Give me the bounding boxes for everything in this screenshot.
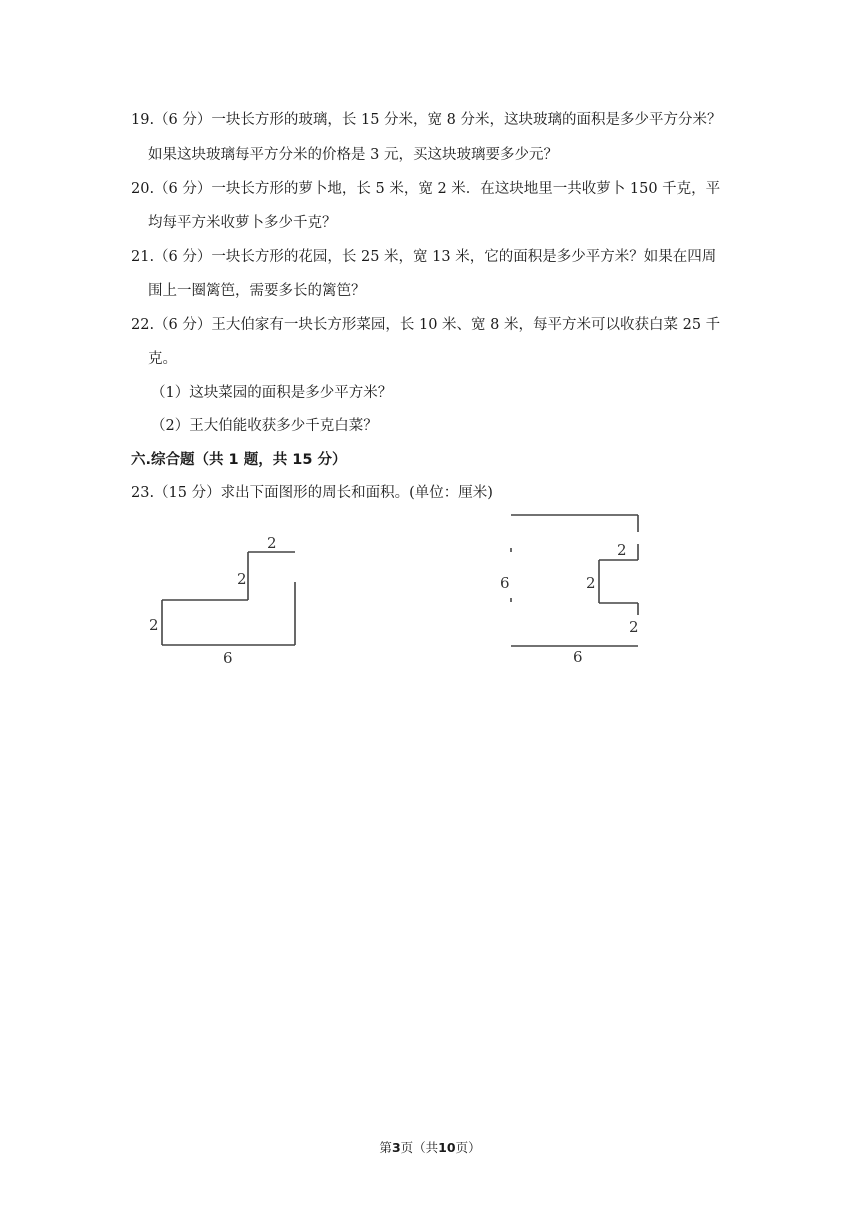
figure-left-label-bottom: 6	[223, 649, 233, 667]
figure-right-label-notch-depth: 2	[586, 574, 596, 592]
q22-sub2: （2）王大伯能收获多少千克白菜？	[151, 418, 378, 434]
figure-left	[140, 530, 310, 675]
q20-line2: 均每平方米收萝卜多少千克？	[148, 215, 337, 231]
footer-prefix: 第	[379, 1140, 392, 1155]
figure-right-label-bottom: 6	[573, 648, 583, 666]
q22-sub1: （1）这块菜园的面积是多少平方米？	[151, 385, 393, 401]
footer-suffix: 页）	[455, 1140, 481, 1155]
section-title: 六.综合题（共 1 题，共 15 分）	[131, 452, 347, 468]
figure-right-label-upper-notch: 2	[617, 541, 627, 559]
q19-line2: 如果这块玻璃每平方分米的价格是 3 元，买这块玻璃要多少元？	[148, 147, 558, 163]
q20-line1: 20.（6 分）一块长方形的萝卜地，长 5 米，宽 2 米．在这块地里一共收萝卜 150 千克，平	[131, 181, 721, 197]
figure-right	[495, 510, 655, 675]
q23-text: 23.（15 分）求出下面图形的周长和面积。(单位：厘米)	[131, 485, 493, 501]
figure-left-label-left: 2	[149, 616, 159, 634]
q21-line1: 21.（6 分）一块长方形的花园，长 25 米，宽 13 米，它的面积是多少平方米？如果在四周	[131, 249, 717, 265]
q21-line2: 围上一圈篱笆，需要多长的篱笆？	[148, 283, 366, 299]
q22-line2: 克。	[148, 351, 177, 367]
q19-line1: 19.（6 分）一块长方形的玻璃，长 15 分米，宽 8 分米，这块玻璃的面积是多少平方分米？	[131, 112, 722, 128]
figure-left-label-top: 2	[267, 534, 277, 552]
footer-middle: 页（共	[400, 1140, 439, 1155]
figure-right-label-left-height: 6	[500, 574, 510, 592]
footer-page-number: 3	[391, 1140, 401, 1155]
q22-line1: 22.（6 分）王大伯家有一块长方形菜园，长 10 米、宽 8 米，每平方米可以收获白菜 25 千	[131, 317, 721, 333]
footer-total-pages: 10	[438, 1140, 456, 1155]
figure-left-label-step: 2	[237, 570, 247, 588]
page-footer	[0, 1138, 860, 1156]
figure-right-label-lower-notch: 2	[629, 618, 639, 636]
